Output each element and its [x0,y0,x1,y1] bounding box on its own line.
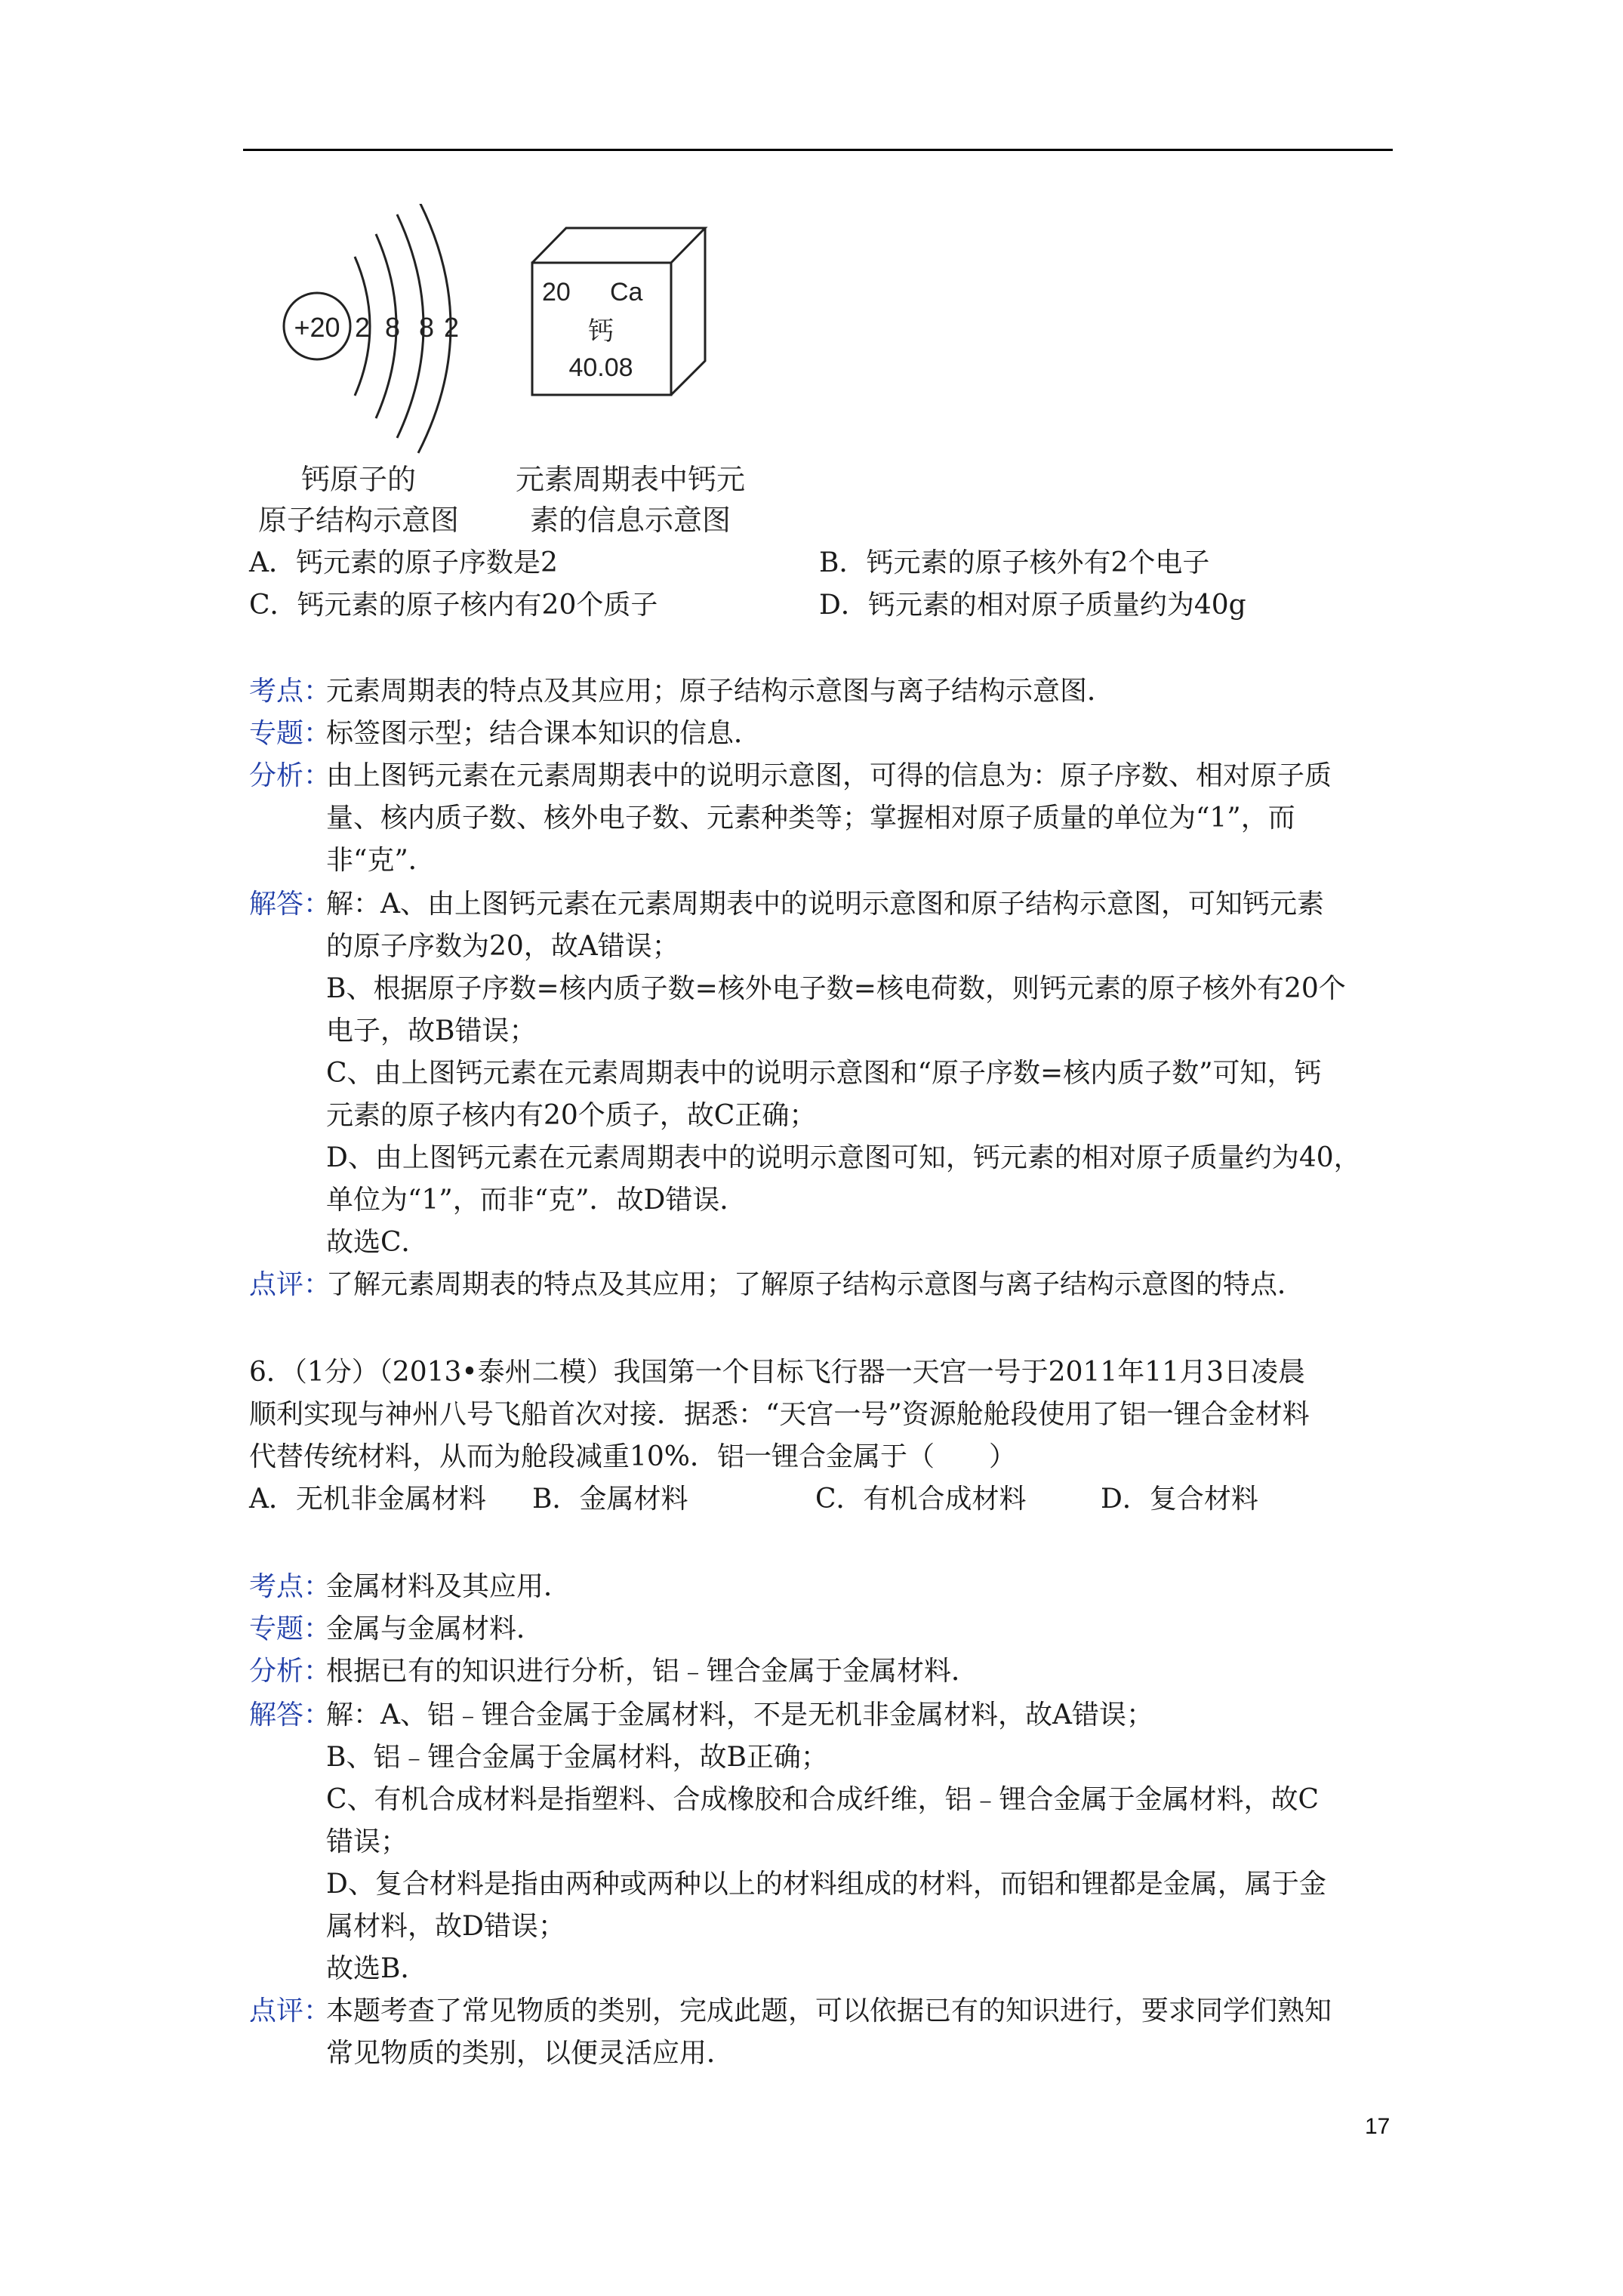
q5-jieda-line-4: 电子，故B错误； [326,1015,537,1046]
q6-jieda-label: 解答： [249,1700,331,1730]
q6-option-a: A．无机非金属材料 [249,1484,486,1515]
q5-option-d: D．钙元素的相对原子质量约为40g [819,590,1246,621]
q5-jieda-line-3: B、根据原子序数=核内质子数=核外电子数=核电荷数，则钙元素的原子核外有20个 [326,973,1346,1004]
q5-option-b: B．钙元素的原子核外有2个电子 [819,547,1210,578]
q5-dianping-label: 点评： [249,1269,331,1300]
periodic-cell [532,228,705,395]
q5-fenxi-label: 分析： [249,760,331,791]
q5-jieda-line-7: D、由上图钙元素在元素周期表中的说明示意图可知，钙元素的相对原子质量约为40， [326,1142,1361,1173]
q6-jieda-line-1: 解：A、铝﹣锂合金属于金属材料，不是无机非金属材料，故A错误； [326,1700,1153,1730]
q5-option-a: A．钙元素的原子序数是2 [249,547,558,578]
q6-jieda-line-7: 故选B． [326,1953,428,1984]
q6-kaodian: 金属材料及其应用． [326,1571,571,1602]
q6-jieda-line-5: D、复合材料是指由两种或两种以上的材料组成的材料，而铝和锂都是金属，属于金 [326,1869,1326,1900]
nucleus-charge: +20 [294,312,340,343]
shell-count-2: 8 [384,312,401,343]
q5-jieda-line-5: C、由上图钙元素在元素周期表中的说明示意图和“原子序数=核内质子数”可知，钙 [326,1058,1322,1089]
q6-kaodian-label: 考点： [249,1571,331,1602]
atom-caption-line1: 钙原子的 [300,463,417,496]
q6-stem-line-3: 代替传统材料，从而为舱段减重10%．铝一锂合金属于（ ） [249,1441,1017,1472]
q5-jieda-label: 解答： [249,889,331,920]
q6-option-b: B．金属材料 [532,1484,688,1515]
q6-zhuanti-label: 专题： [249,1613,331,1644]
q6-zhuanti: 金属与金属材料． [326,1613,544,1644]
q5-zhuanti: 标签图示型；结合课本知识的信息． [326,718,762,749]
q5-fenxi-line-3: 非“克”． [326,845,436,876]
q5-jieda-line-2: 的原子序数为20，故A错误； [326,931,679,962]
q6-fenxi: 根据已有的知识进行分析，铝﹣锂合金属于金属材料． [326,1656,979,1687]
shell-count-3: 8 [418,312,435,343]
q6-option-c: C．有机合成材料 [815,1484,1027,1515]
q5-jieda-line-1: 解：A、由上图钙元素在元素周期表中的说明示意图和原子结构示意图，可知钙元素 [326,889,1324,920]
shell-count-4: 2 [443,312,460,343]
cell-symbol: Ca [610,278,643,307]
page-number: 17 [1365,2114,1390,2139]
q6-jieda-line-4: 错误； [326,1826,408,1857]
q6-fenxi-label: 分析： [249,1656,331,1687]
shell-count-1: 2 [354,312,371,343]
q6-option-d: D．复合材料 [1101,1484,1258,1515]
q5-jieda-line-9: 故选C． [326,1227,429,1258]
calcium-figure [249,204,778,544]
q6-stem-line-2: 顺利实现与神州八号飞船首次对接．据悉：“天宫一号”资源舱舱段使用了铝一锂合金材料 [249,1399,1310,1430]
q5-zhuanti-label: 专题： [249,718,331,749]
cell-caption-line1: 元素周期表中钙元 [515,463,746,496]
q6-dianping-label: 点评： [249,1996,331,2026]
q5-dianping: 了解元素周期表的特点及其应用；了解原子结构示意图与离子结构示意图的特点． [326,1269,1305,1300]
q5-fenxi-line-2: 量、核内质子数、核外电子数、元素种类等；掌握相对原子质量的单位为“1”，而 [326,803,1295,834]
q6-dianping-line-1: 本题考查了常见物质的类别，完成此题，可以依据已有的知识进行，要求同学们熟知 [326,1996,1332,2026]
header-rule [243,149,1393,151]
q5-fenxi-line-1: 由上图钙元素在元素周期表中的说明示意图，可得的信息为：原子序数、相对原子质 [326,760,1332,791]
calcium-figure-svg [249,204,778,544]
q5-option-c: C．钙元素的原子核内有20个质子 [249,590,658,621]
q5-jieda-line-8: 单位为“1”，而非“克”．故D错误． [326,1185,747,1216]
cell-atomic-mass: 40.08 [568,353,633,382]
cell-caption-line2: 素的信息示意图 [529,504,731,537]
q6-stem-line-1: 6．（1分）（2013•泰州二模）我国第一个目标飞行器一天宫一号于2011年11月3日凌晨 [249,1357,1305,1388]
q5-jieda-line-6: 元素的原子核内有20个质子，故C正确； [326,1100,817,1131]
q5-kaodian-label: 考点： [249,676,331,707]
q5-kaodian: 元素周期表的特点及其应用；原子结构示意图与离子结构示意图． [326,676,1115,707]
cell-element-name: 钙 [588,316,614,347]
cell-atomic-number: 20 [542,278,571,307]
q6-jieda-line-3: C、有机合成材料是指塑料、合成橡胶和合成纤维，铝﹣锂合金属于金属材料，故C [326,1784,1320,1815]
q6-dianping-line-2: 常见物质的类别，以便灵活应用． [326,2038,735,2069]
q6-jieda-line-2: B、铝﹣锂合金属于金属材料，故B正确； [326,1742,828,1773]
q6-jieda-line-6: 属材料，故D错误； [326,1911,565,1942]
atom-caption-line2: 原子结构示意图 [257,504,460,537]
